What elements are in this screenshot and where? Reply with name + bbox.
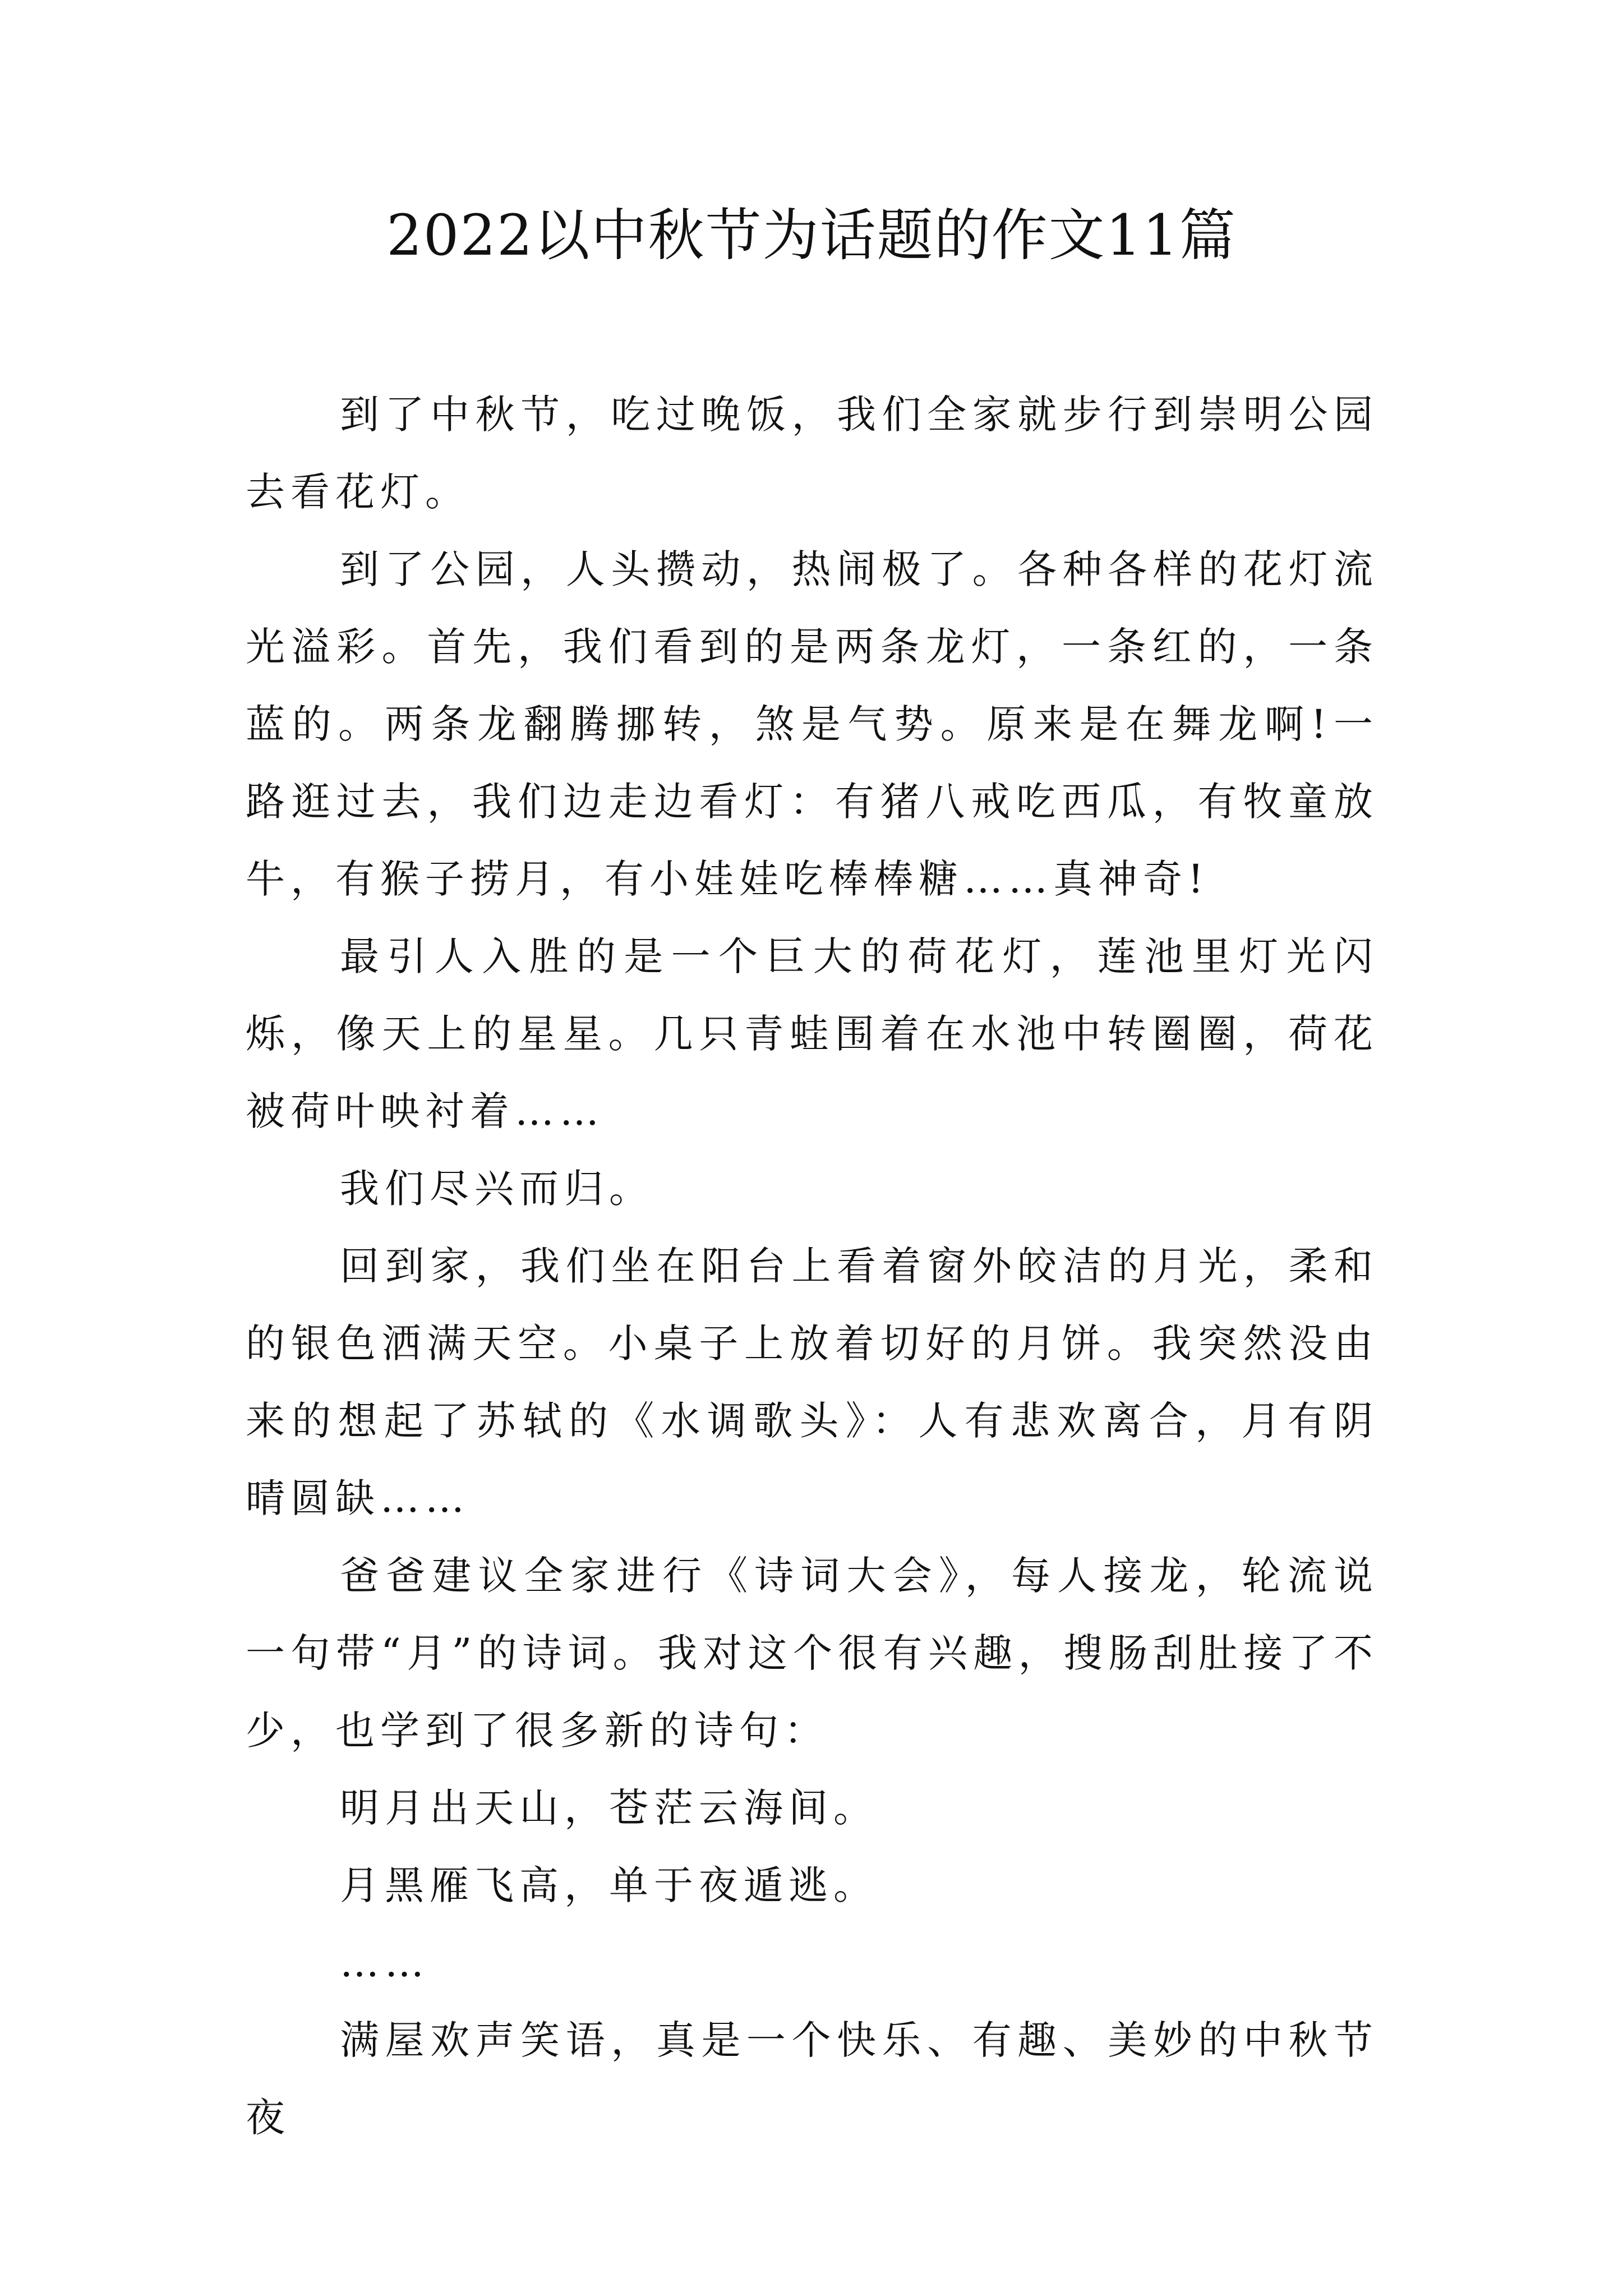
ellipsis-line: ……: [340, 1940, 430, 1986]
paragraph: 到了中秋节，吃过晚饭，我们全家就步行到崇明公园去看花灯。: [246, 392, 1378, 515]
paragraph: 到了公园，人头攒动，热闹极了。各种各样的花灯流光溢彩。首先，我们看到的是两条龙灯，一条红的，一条蓝的。两条龙翻腾挪转，煞是气势。原来是在舞龙啊!一路逛过去，我们边走边看灯：有猪八戒吃西瓜，有牧童放牛，有猴子捞月，有小娃娃吃棒棒糖……真神奇!: [246, 546, 1378, 902]
document-body: [246, 376, 1378, 2156]
paragraph: 我们尽兴而归。: [340, 1166, 654, 1212]
paragraph: 爸爸建议全家进行《诗词大会》，每人接龙，轮流说一句带“月”的诗词。我对这个很有兴趣，搜肠刮肚接了不少，也学到了很多新的诗句：: [246, 1553, 1378, 1754]
paragraph: 回到家，我们坐在阳台上看着窗外皎洁的月光，柔和的银色洒满天空。小桌子上放着切好的月饼。我突然没由来的想起了苏轼的《水调歌头》：人有悲欢离合，月有阴晴圆缺……: [246, 1243, 1378, 1521]
document-title: 2022以中秋节为话题的作文11篇: [386, 203, 1237, 268]
poem-line: 月黑雁飞高，单于夜遁逃。: [340, 1862, 878, 1908]
paragraph: 满屋欢声笑语，真是一个快乐、有趣、美妙的中秋节夜: [246, 2017, 1378, 2141]
paragraph: 最引人入胜的是一个巨大的荷花灯，莲池里灯光闪烁，像天上的星星。几只青蛙围着在水池中转圈圈，荷花被荷叶映衬着……: [246, 933, 1378, 1134]
poem-line: 明月出天山，苍茫云海间。: [340, 1785, 878, 1831]
